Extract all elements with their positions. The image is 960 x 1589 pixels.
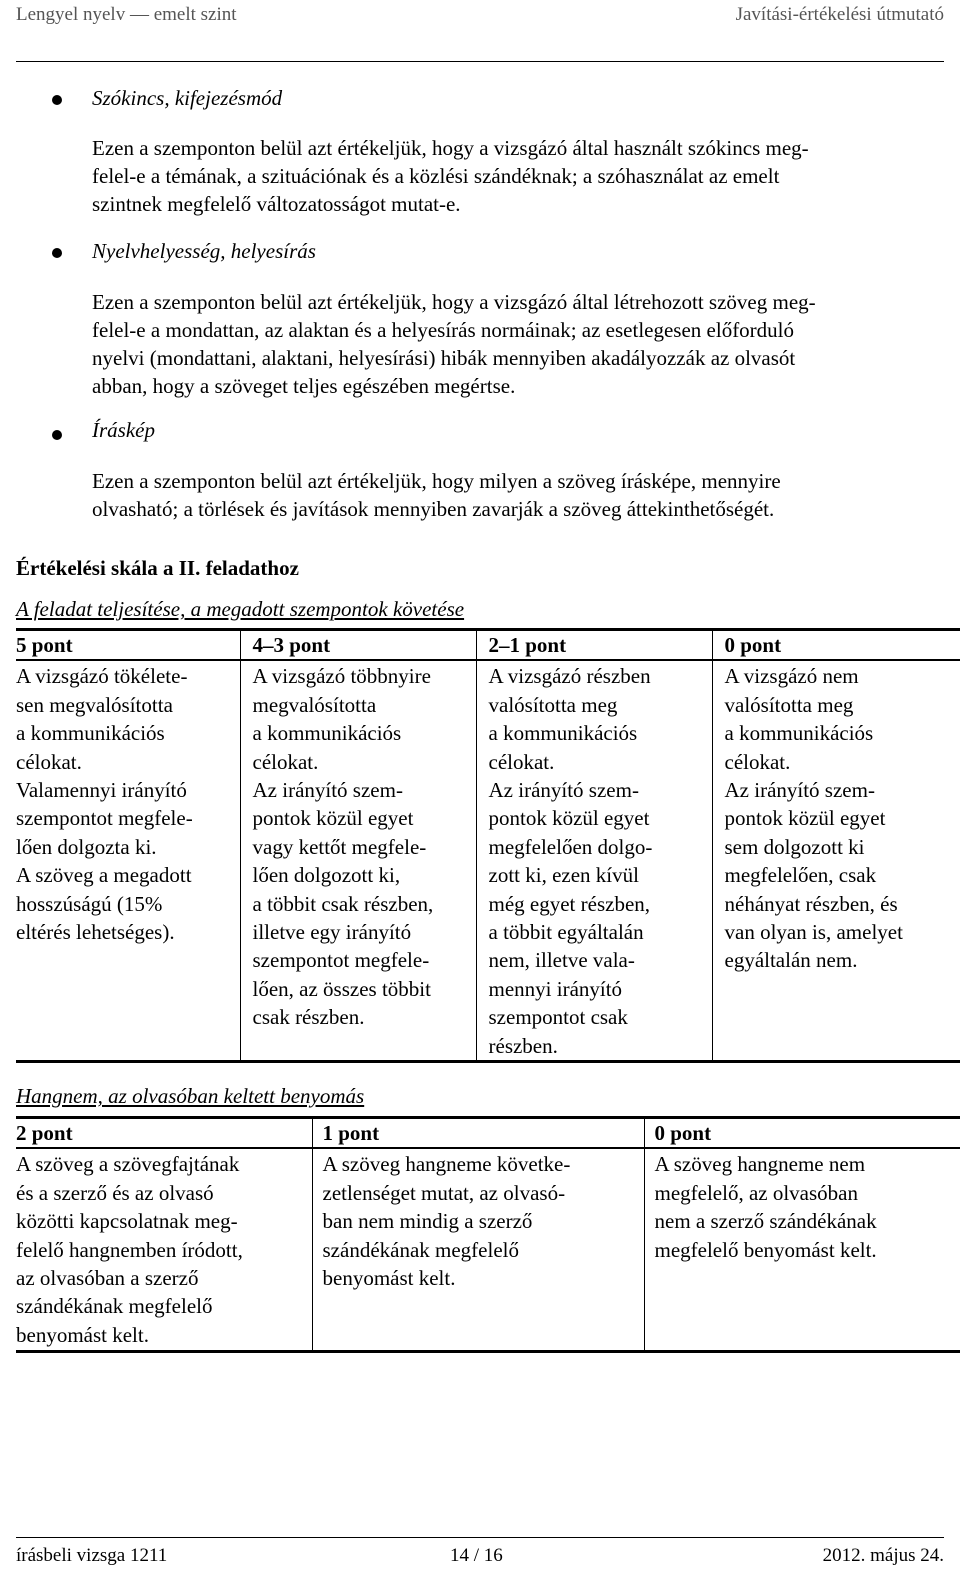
cell-text-line: A vizsgázó tökélete- (16, 664, 188, 689)
text-line: szintnek megfelelő változatosságot mutat-e. (92, 192, 461, 216)
cell-text-line: nem, illetve vala- (488, 948, 635, 973)
cell-text-line: szándékának megfelelő (322, 1237, 519, 1262)
cell-text-line: ban nem mindig a szerző (322, 1209, 533, 1234)
cell-text-line: a többit egyáltalán (488, 920, 644, 945)
cell-text-line: megfelelő, az olvasóban (654, 1180, 858, 1205)
footer-left: írásbeli vizsga 1211 (16, 1545, 168, 1566)
column-header: 2 pont (16, 1118, 312, 1149)
text-line: olvasható; a törlések és javítások mennyiben zavarják a szöveg áttekinthetőségét. (92, 497, 775, 521)
cell-text-line: A szöveg a szövegfajtának (16, 1152, 240, 1177)
table2-caption: Hangnem, az olvasóban keltett benyomás (16, 1084, 365, 1108)
cell-text-line: valósította meg (488, 692, 618, 717)
cell-text-line: célokat. (252, 749, 319, 774)
footer-divider (16, 1537, 944, 1538)
cell-text-line: van olyan is, amelyet (724, 920, 903, 945)
cell-text-line: szempontot csak (488, 1005, 628, 1030)
cell-text-line: Valamennyi irányító (16, 778, 187, 803)
table-cell (16, 660, 240, 1061)
criterion-description (92, 134, 945, 218)
table-cell (476, 660, 712, 1061)
text-line: Ezen a szemponton belül azt értékeljük, hogy a vizsgázó által használt szókincs meg- (92, 136, 809, 160)
text-line: nyelvi (mondattani, alaktani, helyesírási) hibák mennyiben akadályozzák az olvasót (92, 346, 796, 370)
table-row (16, 1148, 960, 1352)
cell-text-line: még egyet részben, (488, 891, 651, 916)
cell-text-line: vagy kettőt megfele- (252, 834, 427, 859)
table-row (16, 660, 960, 1061)
column-header: 4–3 pont (240, 630, 476, 661)
cell-text-line: a kommunikációs (724, 721, 874, 746)
cell-text-line: mennyi irányító (488, 976, 623, 1001)
cell-text-line: eltérés lehetséges). (16, 920, 175, 945)
page-header (16, 4, 944, 34)
column-header: 1 pont (312, 1118, 644, 1149)
cell-text-line: A szöveg a megadott (16, 863, 192, 888)
cell-text-line: A vizsgázó részben (488, 664, 651, 689)
cell-text-line: a kommunikációs (252, 721, 402, 746)
scale-heading: Értékelési skála a II. feladathoz (16, 556, 299, 580)
bullet-icon (52, 95, 62, 105)
cell-text-line: célokat. (488, 749, 555, 774)
criterion-description (92, 467, 945, 523)
column-header: 0 pont (712, 630, 960, 661)
page-number: 14 / 16 (450, 1545, 503, 1566)
column-header: 5 pont (16, 630, 240, 661)
cell-text-line: A szöveg hangneme követke- (322, 1152, 571, 1177)
bullet-icon (52, 430, 62, 440)
criterion-title: Íráskép (92, 418, 155, 442)
text-line: abban, hogy a szöveget teljes egészében megértse. (92, 374, 516, 398)
cell-text-line: felelő hangnemben íródott, (16, 1237, 243, 1262)
cell-text-line: pontok közül egyet (252, 806, 414, 831)
text-line: Ezen a szemponton belül azt értékeljük, hogy a vizsgázó által létrehozott szöveg meg- (92, 290, 816, 314)
cell-text-line: pontok közül egyet (724, 806, 886, 831)
cell-text-line: a többit csak részben, (252, 891, 434, 916)
cell-text-line: nem a szerző szándékának (654, 1209, 877, 1234)
cell-text-line: benyomást kelt. (16, 1322, 149, 1347)
header-left: Lengyel nyelv — emelt szint (16, 4, 237, 25)
cell-text-line: megfelelően dolgo- (488, 834, 653, 859)
cell-text-line: A vizsgázó nem (724, 664, 859, 689)
cell-text-line: részben. (488, 1033, 558, 1058)
cell-text-line: célokat. (724, 749, 791, 774)
cell-text-line: lően, az összes többit (252, 976, 431, 1001)
cell-text-line: szempontot megfele- (252, 948, 430, 973)
cell-text-line: a kommunikációs (488, 721, 638, 746)
column-header: 2–1 pont (476, 630, 712, 661)
cell-text-line: a kommunikációs (16, 721, 165, 746)
table-cell (712, 660, 960, 1061)
cell-text-line: egyáltalán nem. (724, 948, 858, 973)
cell-text-line: illetve egy irányító (252, 920, 412, 945)
cell-text-line: Az irányító szem- (252, 778, 403, 803)
criterion-description (92, 288, 945, 400)
criterion-title: Nyelvhelyesség, helyesírás (92, 239, 316, 263)
cell-text-line: szempontot megfele- (16, 806, 193, 831)
table-cell (16, 1148, 312, 1352)
cell-text-line: benyomást kelt. (322, 1266, 456, 1291)
bullet-icon (52, 248, 62, 258)
cell-text-line: lően dolgozott ki, (252, 863, 401, 888)
table1-caption: A feladat teljesítése, a megadott szempontok követése (16, 597, 465, 621)
criterion-title: Szókincs, kifejezésmód (92, 86, 283, 110)
table-cell (312, 1148, 644, 1352)
cell-text-line: Az irányító szem- (488, 778, 639, 803)
column-header: 0 pont (644, 1118, 960, 1149)
cell-text-line: szándékának megfelelő (16, 1294, 213, 1319)
cell-text-line: zott ki, ezen kívül (488, 863, 639, 888)
cell-text-line: megvalósította (252, 692, 377, 717)
footer-right: 2012. május 24. (822, 1545, 944, 1566)
cell-text-line: közötti kapcsolatnak meg- (16, 1209, 238, 1234)
cell-text-line: megfelelően, csak (724, 863, 877, 888)
cell-text-line: lően dolgozta ki. (16, 834, 157, 859)
cell-text-line: csak részben. (252, 1005, 365, 1030)
scoring-table-tone (16, 1116, 960, 1353)
cell-text-line: megfelelő benyomást kelt. (654, 1237, 877, 1262)
header-right: Javítási-értékelési útmutató (735, 4, 944, 25)
cell-text-line: hosszúságú (15% (16, 891, 163, 916)
table-cell (240, 660, 476, 1061)
cell-text-line: sen megvalósította (16, 692, 173, 717)
text-line: Ezen a szemponton belül azt értékeljük, hogy milyen a szöveg írásképe, mennyire (92, 469, 781, 493)
cell-text-line: pontok közül egyet (488, 806, 650, 831)
cell-text-line: Az irányító szem- (724, 778, 875, 803)
cell-text-line: célokat. (16, 749, 82, 774)
text-line: felel-e a mondattan, az alaktan és a helyesírás normáinak; az esetlegesen előforduló (92, 318, 795, 342)
cell-text-line: az olvasóban a szerző (16, 1266, 199, 1291)
header-divider (16, 61, 944, 62)
text-line: felel-e a témának, a szituációnak és a közlési szándéknak; a szóhasználat az emelt (92, 164, 780, 188)
cell-text-line: A vizsgázó többnyire (252, 664, 431, 689)
table-cell (644, 1148, 960, 1352)
cell-text-line: valósította meg (724, 692, 854, 717)
cell-text-line: néhányat részben, és (724, 891, 898, 916)
cell-text-line: sem dolgozott ki (724, 834, 865, 859)
scoring-table-task (16, 628, 960, 1063)
cell-text-line: zetlenséget mutat, az olvasó- (322, 1180, 566, 1205)
cell-text-line: és a szerző és az olvasó (16, 1180, 214, 1205)
cell-text-line: A szöveg hangneme nem (654, 1152, 866, 1177)
